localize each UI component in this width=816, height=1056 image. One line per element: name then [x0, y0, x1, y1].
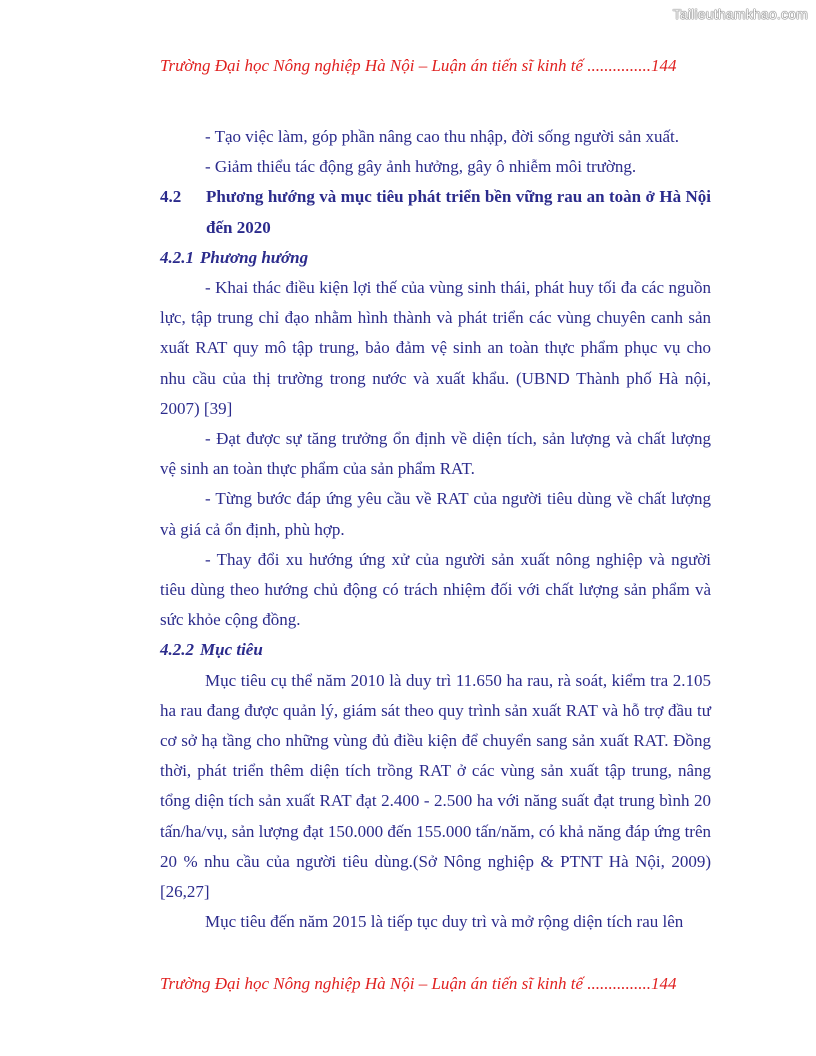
page-body: [160, 122, 711, 937]
paragraph: - Khai thác điều kiện lợi thế của vùng sinh thái, phát huy tối đa các nguồn lực, tập trung chỉ đạo nhằm hình thành và phát triển các vùng chuyên canh sản xuất RAT quy mô tập trung, bảo đảm vệ sinh an toàn thực phẩm phục vụ cho nhu cầu của thị trường trong nước và xuất khẩu. (UBND Thành phố Hà nội, 2007) [39]: [160, 278, 711, 418]
subsection-number: 4.2.1: [160, 247, 194, 267]
paragraph: Mục tiêu cụ thể năm 2010 là duy trì 11.650 ha rau, rà soát, kiểm tra 2.105 ha rau đang được quản lý, giám sát theo quy trình sản xuất RAT và hỗ trợ đầu tư cơ sở hạ tầng cho những vùng đủ điều kiện để chuyển sang sản xuất RAT. Đồng thời, phát triển thêm diện tích trồng RAT ở các vùng sản xuất tập trung, nâng tổng diện tích sản xuất RAT đạt 2.400 - 2.500 ha với năng suất đạt trung bình 20 tấn/ha/vụ, sản lượng đạt 150.000 đến 155.000 tấn/năm, có khả năng đáp ứng trên 20 % nhu cầu của người tiêu dùng.(Sở Nông nghiệp & PTNT Hà Nội, 2009) [26,27]: [160, 670, 711, 902]
watermark: Tailieuthamkhao.com: [672, 6, 808, 22]
section-title: Phương hướng và mục tiêu phát triển bền vững rau an toàn ở Hà Nội đến 2020: [206, 187, 711, 237]
running-header: Trường Đại học Nông nghiệp Hà Nội – Luận án tiến sĩ kinh tế ...............144: [160, 56, 677, 75]
running-footer: Trường Đại học Nông nghiệp Hà Nội – Luận án tiến sĩ kinh tế ...............144: [160, 974, 677, 993]
subsection-title: Phương hướng: [200, 247, 309, 267]
subsection-heading-1: [160, 243, 711, 273]
paragraph: - Giảm thiểu tác động gây ảnh hưởng, gây ô nhiễm môi trường.: [205, 157, 637, 177]
paragraph: - Đạt được sự tăng trưởng ổn định về diện tích, sản lượng và chất lượng vệ sinh an toàn thực phẩm của sản phẩm RAT.: [160, 429, 711, 479]
section-heading: [160, 182, 711, 242]
paragraph: Mục tiêu đến năm 2015 là tiếp tục duy trì và mở rộng diện tích rau lên: [205, 912, 684, 932]
subsection-number: 4.2.2: [160, 640, 194, 660]
paragraph: - Tạo việc làm, góp phần nâng cao thu nhập, đời sống người sản xuất.: [205, 127, 679, 146]
section-number: 4.2: [160, 187, 182, 207]
paragraph: - Từng bước đáp ứng yêu cầu về RAT của người tiêu dùng về chất lượng và giá cả ổn định, phù hợp.: [160, 489, 711, 539]
subsection-heading-2: [160, 635, 711, 665]
subsection-title: Mục tiêu: [200, 640, 263, 660]
paragraph: - Thay đổi xu hướng ứng xử của người sản xuất nông nghiệp và người tiêu dùng theo hướng chủ động có trách nhiệm đối với chất lượng sản phẩm và sức khỏe cộng đồng.: [160, 549, 711, 630]
